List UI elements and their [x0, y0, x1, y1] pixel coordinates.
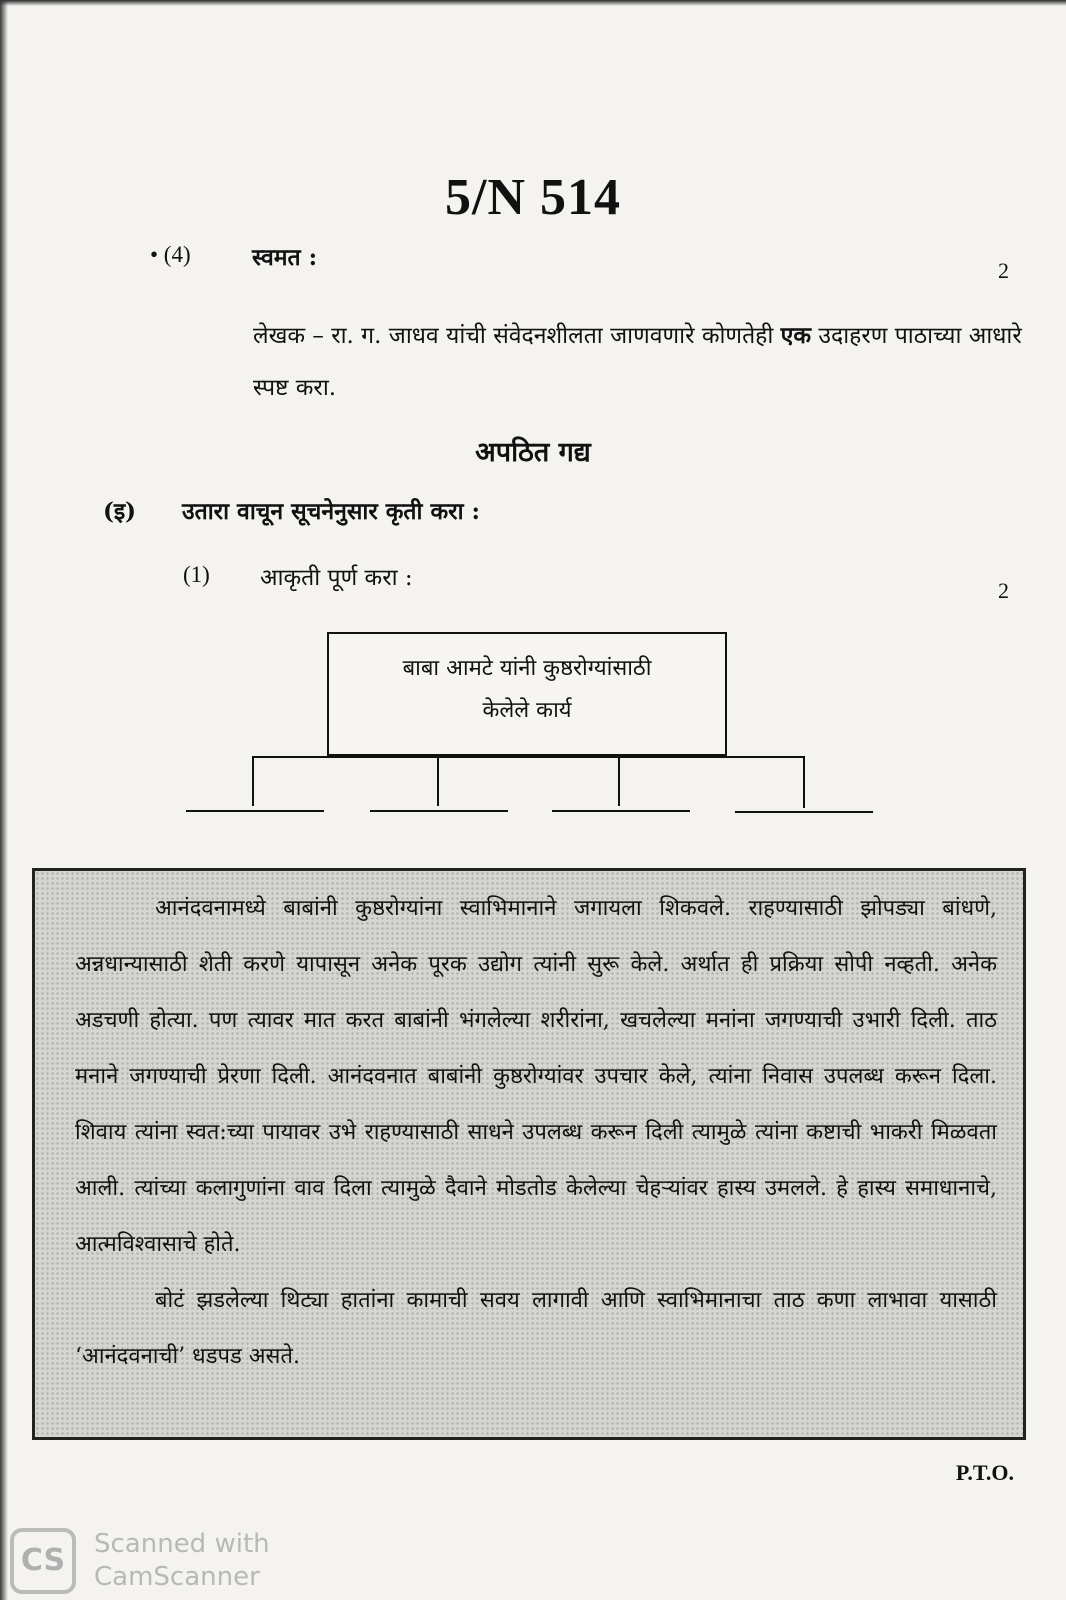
question-title: उतारा वाचून सूचनेनुसार कृती करा :: [182, 498, 481, 525]
passage-paragraph: आनंदवनामध्ये बाबांनी कुष्ठरोग्यांना स्वाभिमानाने जगायला शिकवले. राहण्यासाठी झोपड्या बांधणे, अन्नधान्यासाठी शेती करणे यापासून अनेक पूरक उद्योग त्यांनी सुरू केले. अर्थात ही प्रक्रिया सोपी नव्हती. अनेक अडचणी होत्या. पण त्यावर मात करत बाबांनी भंगलेल्या शरीरांना, खचलेल्या मनांना जगण्याची उभारी दिली. ताठ मनाने जगण्याची प्रेरणा दिली. आनंदवनात बाबांनी कुष्ठरोग्यांवर उपचार केले, त्यांना निवास उपलब्ध करून दिला. शिवाय त्यांना स्वत:च्या पायावर उभे राहण्यासाठी साधने उपलब्ध करून दिली त्यामुळे त्यांना कष्टाची भाकरी मिळवता आली. त्यांच्या कलागुणांना वाव दिला त्यामुळे दैवाने मोडतोड केलेल्या चेहऱ्यांवर हास्य उमलले. हे हास्य समाधानाचे, आत्मविश्वासाचे होते.: [75, 896, 997, 1257]
subquestion-title: आकृती पूर्ण करा :: [260, 565, 413, 591]
answer-blank: [370, 810, 508, 812]
question-title: स्वमत :: [252, 244, 318, 271]
question-text: [253, 310, 1028, 414]
diagram-box-line: केलेले कार्य: [482, 698, 572, 723]
page-edge: [0, 0, 1066, 6]
subquestion-number: (1): [183, 562, 210, 587]
diagram-box-line: बाबा आमटे यांनी कुष्ठरोग्यांसाठी: [402, 656, 652, 681]
question-number: (इ): [103, 498, 137, 525]
passage-box: [32, 868, 1026, 1440]
watermark-line: Scanned with: [94, 1529, 270, 1559]
paper-code: 5/N 514: [445, 169, 621, 226]
section-heading: अपठित गद्य: [475, 437, 591, 468]
diagram-connector: [437, 756, 439, 806]
answer-blank: [186, 810, 324, 812]
page-edge: [0, 0, 8, 1600]
diagram-connector: [618, 756, 620, 806]
question-text-part: लेखक – रा. ग. जाधव यांची संवेदनशीलता जाणवणारे कोणतेही: [253, 323, 781, 349]
diagram-connector: [252, 756, 805, 758]
question-text-part: उदाहरण पाठाच्या आधारे स्पष्ट करा.: [253, 323, 1022, 401]
camscanner-logo: CS: [10, 1528, 76, 1594]
question-number: • (4): [150, 242, 191, 267]
diagram-box: [327, 632, 727, 756]
diagram-connector: [252, 756, 254, 806]
question-text-emphasis: एक: [780, 322, 812, 349]
answer-blank: [735, 811, 873, 813]
answer-blank: [552, 810, 690, 812]
marks: 2: [998, 578, 1009, 603]
watermark-line: CamScanner: [94, 1562, 260, 1592]
diagram-connector: [803, 756, 805, 808]
page-turn-note: P.T.O.: [955, 1460, 1014, 1485]
marks: 2: [998, 258, 1009, 283]
passage-paragraph: बोटं झडलेल्या थिट्या हातांना कामाची सवय लागावी आणि स्वाभिमानाचा ताठ कणा लाभावा यासाठी ‘आनंदवनाची’ धडपड असते.: [75, 1288, 997, 1369]
camscanner-watermark: [94, 1528, 270, 1594]
